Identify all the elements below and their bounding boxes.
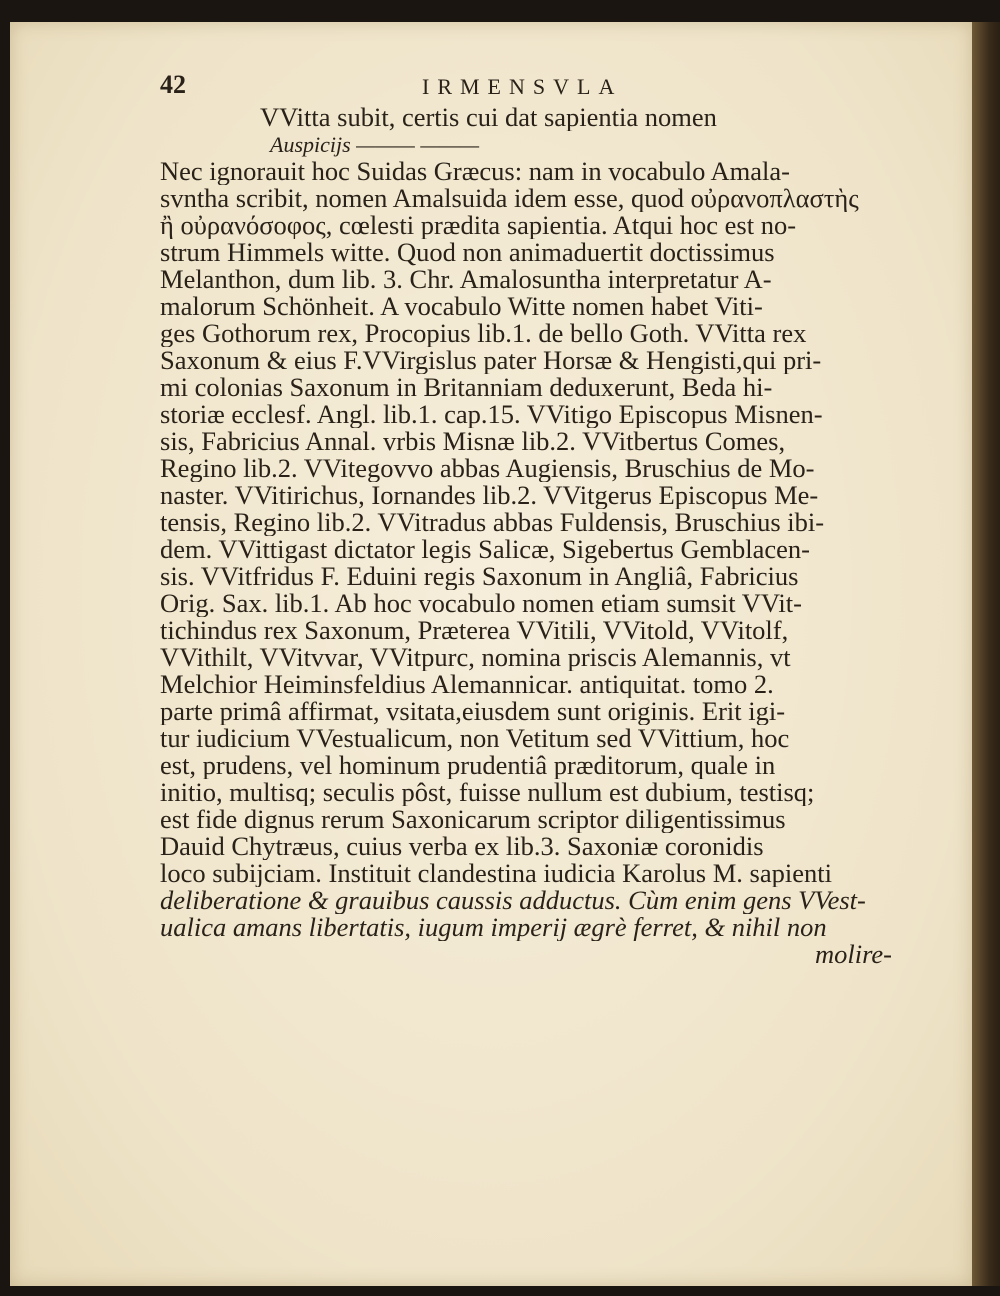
text-line: storiæ ecclesf. Angl. lib.1. cap.15. VVitigo Episcopus Misnen- — [160, 401, 823, 428]
text-line: naster. VVitirichus, Iornandes lib.2. VVitgerus Episcopus Me- — [160, 482, 819, 509]
text-line: VVithilt, VVitvvar, VVitpurc, nomina priscis Alemannis, vt — [160, 644, 791, 671]
text-line: Nec ignorauit hoc Suidas Græcus: nam in vocabulo Amala- — [160, 158, 790, 185]
text-line: Orig. Sax. lib.1. Ab hoc vocabulo nomen etiam sumsit VVit- — [160, 590, 802, 617]
text-line: mi colonias Saxonum in Britanniam deduxerunt, Beda hi- — [160, 374, 773, 401]
text-line: loco subijciam. Instituit clandestina iudicia Karolus M. sapienti — [160, 860, 832, 887]
text-line: est fide dignus rerum Saxonicarum scriptor diligentissimus — [160, 806, 786, 833]
text-line: tichindus rex Saxonum, Præterea VVitili, VVitold, VVitolf, — [160, 617, 789, 644]
text-line: Dauid Chytræus, cuius verba ex lib.3. Saxoniæ coronidis — [160, 833, 764, 860]
text-line: ἢ οὐρανόσοφος, cœlesti prædita sapientia. Atqui hoc est no- — [160, 212, 797, 239]
text-line: dem. VVittigast dictator legis Salicæ, Sigebertus Gemblacen- — [160, 536, 810, 563]
quotation-line: ualica amans libertatis, iugum imperij ægrè ferret, & nihil non — [160, 914, 827, 941]
verse-line-2: Auspicijs ——— ——— — [270, 132, 480, 157]
page-number: 42 — [160, 70, 186, 99]
text-line: tur iudicium VVestualicum, non Vetitum sed VVittium, hoc — [160, 725, 790, 752]
text-line: est, prudens, vel hominum prudentiâ præditorum, quale in — [160, 752, 776, 779]
running-title: IRMENSVLA — [422, 74, 623, 99]
text-line: sis, Fabricius Annal. vrbis Misnæ lib.2. VVitbertus Comes, — [160, 428, 786, 455]
text-line: Melanthon, dum lib. 3. Chr. Amalosuntha interpretatur A- — [160, 266, 772, 293]
text-line: Regino lib.2. VVitegovvo abbas Augiensis, Bruschius de Mo- — [160, 455, 815, 482]
text-line: parte primâ affirmat, vsitata,eiusdem sunt originis. Erit igi- — [160, 698, 786, 725]
text-line: ges Gothorum rex, Procopius lib.1. de bello Goth. VVitta rex — [160, 320, 807, 347]
text-line: Melchior Heiminsfeldius Alemannicar. antiquitat. tomo 2. — [160, 671, 774, 698]
text-line: strum Himmels witte. Quod non animaduertit doctissimus — [160, 239, 775, 266]
verse-line-1: VVitta subit, certis cui dat sapientia nomen — [260, 104, 717, 131]
text-line: sis. VVitfridus F. Eduini regis Saxonum in Angliâ, Fabricius — [160, 563, 799, 590]
catchword: molire- — [814, 941, 892, 968]
text-line: Saxonum & eius F.VVirgislus pater Horsæ & Hengisti,qui pri- — [160, 347, 822, 374]
body-text — [160, 104, 892, 968]
quotation-line: deliberatione & grauibus caussis adductus. Cùm enim gens VVest- — [160, 887, 866, 914]
text-line: malorum Schönheit. A vocabulo Witte nomen habet Viti- — [160, 293, 763, 320]
text-line: initio, multisq; seculis pôst, fuisse nullum est dubium, testisq; — [160, 779, 815, 806]
text-line: svntha scribit, nomen Amalsuida idem esse, quod οὐρανοπλαστὴς — [160, 185, 859, 212]
text-line: tensis, Regino lib.2. VVitradus abbas Fuldensis, Bruschius ibi- — [160, 509, 825, 536]
page-edge-shadow — [972, 22, 1000, 1286]
